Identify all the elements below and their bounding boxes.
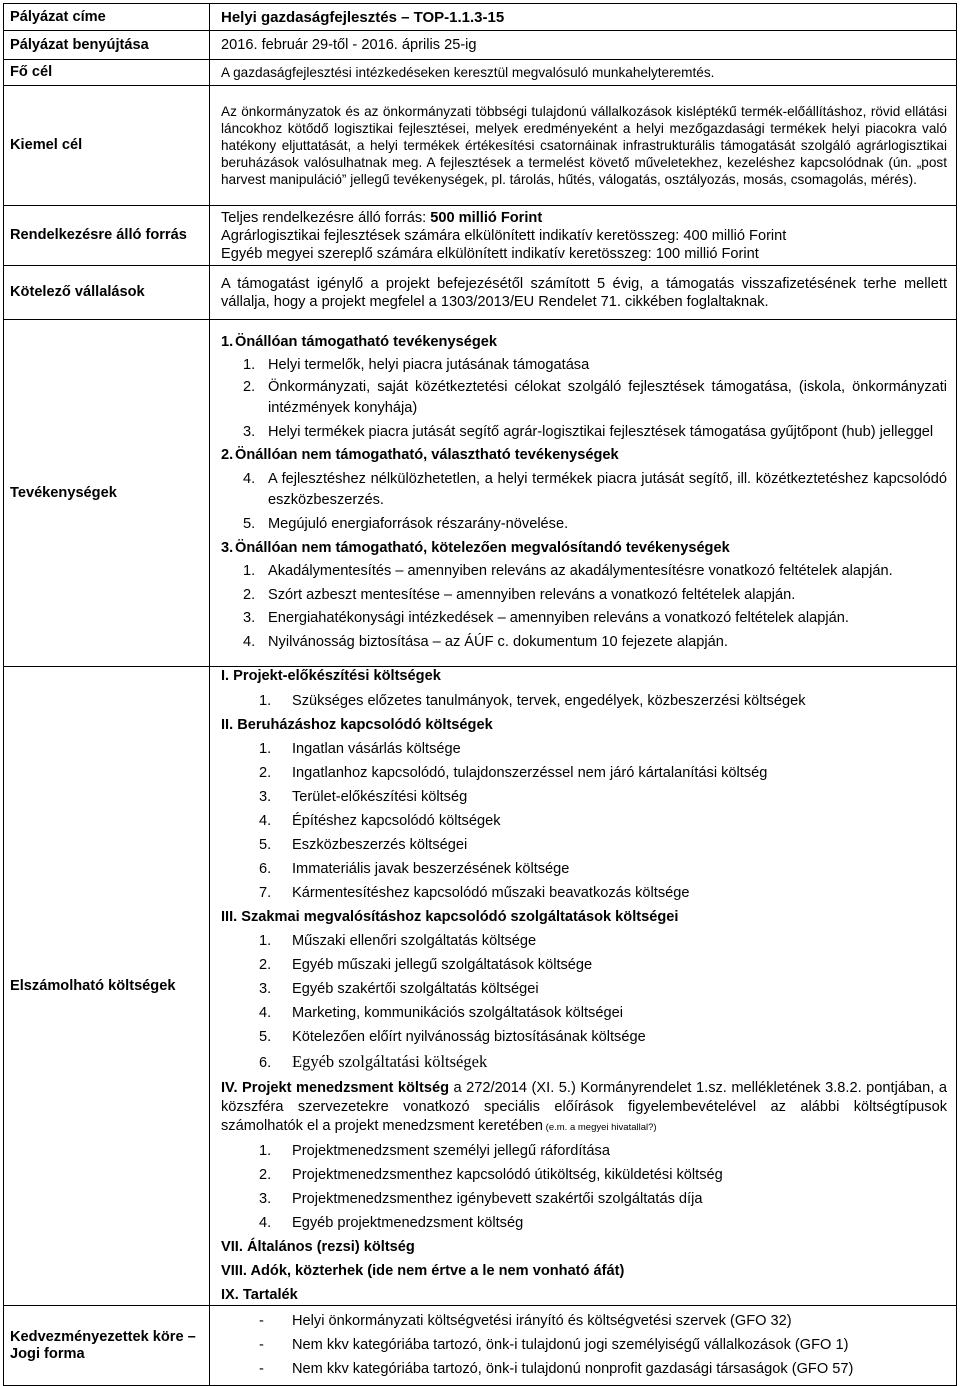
list-text: Eszközbeszerzés költségei (292, 837, 468, 853)
value-submission: 2016. február 29-től - 2016. április 25-ig (210, 31, 957, 60)
list-number: 7. (259, 885, 272, 901)
list-text: Önkormányzati, saját közétkeztetési célokat szolgáló fejlesztések támogatása, (iskola, önkormányzati intézmények konyhája) (268, 379, 947, 416)
list-text: Megújuló energiaforrások részarány-növelése. (268, 516, 569, 532)
list-number: 1. (259, 933, 272, 949)
label-submission: Pályázat benyújtása (4, 31, 210, 60)
list-number: 3. (259, 789, 272, 805)
list-text: Marketing, kommunikációs szolgáltatások költségei (292, 1005, 623, 1021)
list-item (221, 1142, 947, 1161)
list-item (221, 1166, 947, 1185)
list-item (221, 561, 947, 582)
value-activities (210, 320, 957, 667)
value-main-goal: A gazdaságfejlesztési intézkedéseken keresztül megvalósuló munkahelyteremtés. (210, 60, 957, 86)
label-main-goal: Fő cél (4, 60, 210, 86)
activity-group-2: 2. Önállóan nem támogatható, választható tevékenységek (221, 445, 947, 466)
cost-section-7: VII. Általános (rezsi) költség (221, 1239, 415, 1255)
value-funds (210, 206, 957, 266)
list-text: Építéshez kapcsolódó költségek (292, 813, 501, 829)
funds-other: Egyéb megyei szereplő számára elkülönített indikatív keretösszeg: 100 millió Forint (221, 245, 759, 262)
list-item (221, 980, 947, 999)
list-text: Helyi önkormányzati költségvetési irányító és költségvetési szervek (GFO 32) (292, 1313, 792, 1329)
list-number: 1. (221, 334, 234, 350)
row-obligations (4, 266, 957, 320)
list-number: 4. (259, 1215, 272, 1231)
cost-section-1: I. Projekt-előkészítési költségek (221, 668, 441, 684)
list-item (221, 1190, 947, 1209)
list-number: 2. (259, 1167, 272, 1183)
list-item (221, 514, 947, 535)
list-number: 1. (259, 741, 272, 757)
list-item (221, 836, 947, 855)
activity-group-3: 3. Önállóan nem támogatható, kötelezően megvalósítandó tevékenységek (221, 538, 947, 559)
funds-total-amount: 500 millió Forint (430, 209, 543, 226)
list-text: Egyéb szakértői szolgáltatás költségei (292, 981, 539, 997)
label-title: Pályázat címe (4, 4, 210, 31)
list-text: Egyéb projektmenedzsment költség (292, 1215, 524, 1231)
list-item (221, 1052, 947, 1073)
list-text: Ingatlanhoz kapcsolódó, tulajdonszerzéssel nem járó kártalanítási költség (292, 765, 768, 781)
cost-section-2: II. Beruházáshoz kapcsolódó költségek (221, 717, 493, 733)
list-text: Helyi termékek piacra jutását segítő agrár-logisztikai fejlesztések támogatása gyűjtőpont (hub) jelleggel (268, 424, 934, 440)
list-number: 5. (259, 837, 272, 853)
list-text: Projektmenedzsmenthez kapcsolódó útiköltség, kiküldetési költség (292, 1167, 723, 1183)
list-text: Kármentesítéshez kapcsolódó műszaki beavatkozás költsége (292, 885, 690, 901)
list-item (221, 884, 947, 903)
cost-section-4-note: (e.m. a megyei hivatallal?) (543, 1122, 657, 1133)
list-number: 1. (259, 1143, 272, 1159)
list-item (221, 1360, 947, 1379)
list-item (221, 1004, 947, 1023)
list-text: Egyéb szolgáltatási költségek (292, 1052, 488, 1071)
list-item (221, 1336, 947, 1355)
list-text: Nem kkv kategóriába tartozó, önk-i tulajdonú jogi személyiségű vállalkozások (GFO 1) (292, 1337, 849, 1353)
list-number: 2. (259, 765, 272, 781)
list-text: Projektmenedzsment személyi jellegű ráfordítása (292, 1143, 610, 1159)
list-item (221, 860, 947, 879)
list-text: Egyéb műszaki jellegű szolgáltatások költsége (292, 957, 593, 973)
row-beneficiaries (4, 1306, 957, 1386)
cost-section-8: VIII. Adók, közterhek (ide nem értve a le nem vonható áfát) (221, 1263, 625, 1279)
row-title (4, 4, 957, 31)
value-eligible-costs (210, 667, 957, 1306)
list-number: 2. (243, 379, 256, 395)
label-eligible-costs: Elszámolható költségek (4, 667, 210, 1306)
list-item (221, 932, 947, 951)
list-number: 3. (221, 539, 234, 556)
list-item (221, 1214, 947, 1233)
list-number: 5. (243, 516, 256, 532)
list-item (221, 422, 947, 443)
row-main-goal (4, 60, 957, 86)
list-item (221, 632, 947, 653)
list-number: - (259, 1361, 264, 1377)
list-number: 3. (243, 610, 256, 626)
list-item (221, 608, 947, 629)
list-number: 1. (259, 693, 272, 709)
list-item (221, 956, 947, 975)
row-eligible-costs (4, 667, 957, 1306)
list-number: 1. (243, 356, 256, 373)
list-item (221, 355, 947, 376)
list-text: Helyi termelők, helyi piacra jutásának támogatása (268, 356, 590, 373)
list-item (221, 812, 947, 831)
cost-section-3: III. Szakmai megvalósításhoz kapcsolódó szolgáltatások költségei (221, 909, 679, 925)
list-number: 3. (259, 1191, 272, 1207)
list-item (221, 469, 947, 510)
list-text: Immateriális javak beszerzésének költsége (292, 861, 570, 877)
value-title: Helyi gazdaságfejlesztés – TOP-1.1.3-15 (210, 4, 957, 31)
list-item (221, 740, 947, 759)
row-featured-goal (4, 86, 957, 206)
list-number: 4. (243, 633, 256, 650)
list-text: Szükséges előzetes tanulmányok, tervek, engedélyek, közbeszerzési költségek (292, 693, 806, 709)
list-number: 2. (243, 586, 256, 603)
value-beneficiaries (210, 1306, 957, 1386)
list-item (221, 585, 947, 606)
list-text: Terület-előkészítési költség (292, 789, 468, 805)
list-number: 3. (243, 424, 256, 440)
list-text: A fejlesztéshez nélkülözhetetlen, a helyi termékek piacra jutását segítő, ill. közétkeztetéshez kapcsolódó eszközbeszerzés. (268, 471, 947, 508)
funds-agrologistics: Agrárlogisztikai fejlesztések számára elkülönített indikatív keretösszeg: 400 millió Forint (221, 227, 787, 244)
list-item (221, 764, 947, 783)
list-number: 4. (243, 471, 256, 487)
list-text: Ingatlan vásárlás költsége (292, 741, 461, 757)
list-text: Akadálymentesítés – amennyiben releváns az akadálymentesítésre vonatkozó feltételek alapján. (268, 563, 893, 579)
value-featured-goal: Az önkormányzatok és az önkormányzati többségi tulajdonú vállalkozások kisléptékű termék-előállításhoz, rövid ellátási láncokhoz kötődő logisztikai fejlesztései, melyek eredményeként a helyi mezőgazdasági termékek helyi piacokra való hatékony eljuttatását, a helyi termékek értékesítési csatornáinak infrastrukturális támogatását szolgáló agrárlogisztikai beruházások valósulhatnak meg. A fejlesztések a termelést követő műveletekhez, kezeléshez kapcsolódnak (ún. „post harvest manipuláció” jellegű tevékenységek, pl. tárolás, hűtés, válogatás, osztályozás, mosás, csomagolás, mérés). (210, 86, 957, 206)
grant-summary-table (3, 3, 957, 1386)
list-number: 3. (259, 981, 272, 997)
list-number: 5. (259, 1029, 272, 1045)
cost-section-9: IX. Tartalék (221, 1287, 298, 1303)
label-funds: Rendelkezésre álló forrás (4, 206, 210, 266)
list-number: 2. (221, 446, 234, 463)
label-obligations: Kötelező vállalások (4, 266, 210, 320)
row-funds (4, 206, 957, 266)
list-text: Szórt azbeszt mentesítése – amennyiben releváns a vonatkozó feltételek alapján. (268, 586, 796, 603)
list-text: Műszaki ellenőri szolgáltatás költsége (292, 933, 537, 949)
list-item (221, 692, 947, 711)
list-number: - (259, 1313, 264, 1329)
list-item (221, 788, 947, 807)
list-item (221, 377, 947, 418)
activity-group-1: 1. Önállóan támogatható tevékenységek (221, 332, 947, 353)
list-text: Projektmenedzsmenthez igénybevett szakértői szolgáltatás díja (292, 1191, 703, 1207)
list-number: 4. (259, 813, 272, 829)
cost-section-4: IV. Projekt menedzsment költség a 272/2014 (XI. 5.) Kormányrendelet 1.sz. mellékletének 3.8.2. pontjában, a közszféra szervezetekre vonatkozó speciális előírások figyelembevételével az alábbi költségtípusok számolhatók el a projekt menedzsment keretében (e.m. a megyei hivatallal?) (221, 1080, 947, 1134)
list-number: 6. (259, 861, 272, 877)
label-featured-goal: Kiemel cél (4, 86, 210, 206)
value-obligations: A támogatást igénylő a projekt befejezésétől számított 5 évig, a támogatás visszafizetésének terhe mellett vállalja, hogy a projekt megfelel a 1303/2013/EU Rendelet 71. cikkében foglaltaknak. (210, 266, 957, 320)
list-item (221, 1028, 947, 1047)
row-activities (4, 320, 957, 667)
funds-total: Teljes rendelkezésre álló forrás: 500 millió Forint (221, 209, 543, 226)
list-item (221, 1312, 947, 1331)
list-text: Nem kkv kategóriába tartozó, önk-i tulajdonú nonprofit gazdasági társaságok (GFO 57) (292, 1361, 854, 1377)
list-text: Kötelezően előírt nyilvánosság biztosításának költsége (292, 1029, 646, 1045)
list-number: 2. (259, 957, 272, 973)
label-beneficiaries: Kedvezményezettek köre – Jogi forma (4, 1306, 210, 1386)
list-number: 1. (243, 563, 256, 579)
list-number: - (259, 1337, 264, 1353)
row-submission (4, 31, 957, 60)
label-activities: Tevékenységek (4, 320, 210, 667)
list-text: Nyilvánosság biztosítása – az ÁÚF c. dokumentum 10 fejezete alapján. (268, 633, 728, 650)
list-text: Energiahatékonysági intézkedések – amennyiben releváns a vonatkozó feltételek alapján. (268, 610, 849, 626)
list-number: 4. (259, 1005, 272, 1021)
list-number: 6. (259, 1055, 272, 1071)
